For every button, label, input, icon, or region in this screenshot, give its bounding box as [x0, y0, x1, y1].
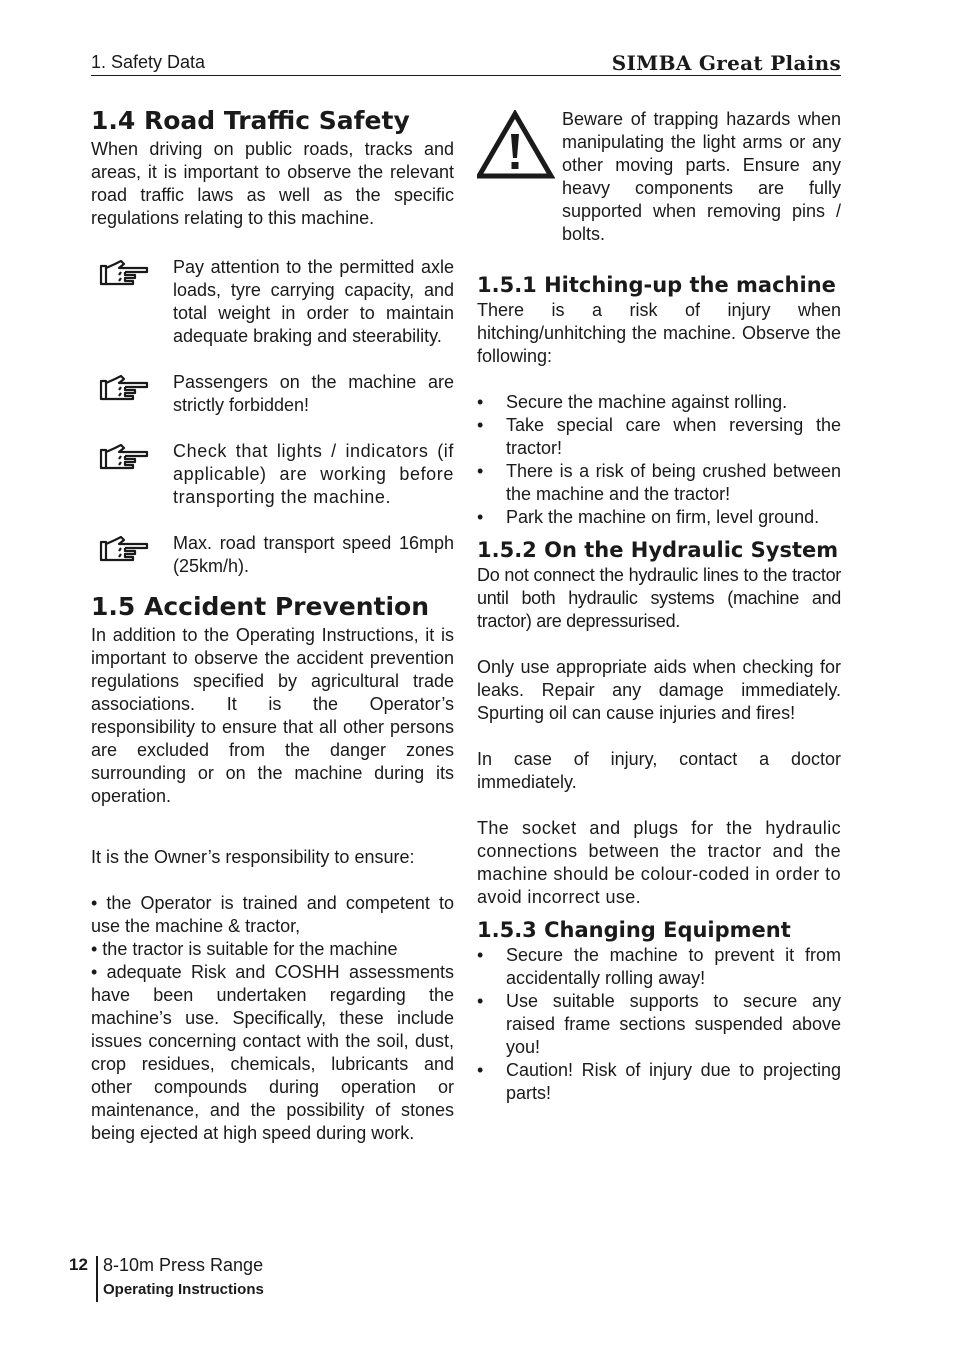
pointing-hand-icon — [91, 532, 173, 567]
header-divider — [91, 75, 841, 76]
hydraulic-text: Do not connect the hydraulic lines to the tractor until both hydraulic systems (machine and tractor) are depressurised. — [477, 565, 841, 631]
warning-trapping-hazards — [477, 108, 841, 246]
list-item: • Secure the machine against rolling. — [477, 392, 788, 412]
brand-logo-text: SIMBA Great Plains — [611, 51, 841, 75]
warning-text: Beware of trapping hazards when manipulating the light arms or any other moving parts. Ensure any heavy components are fully supported when removing pins / bolts. — [562, 109, 841, 244]
note-text: Passengers on the machine are strictly forbidden! — [173, 372, 454, 415]
accident-prevention-text: In addition to the Operating Instructions, it is important to observe the accident prevention regulations specified by agricultural trade associations. It is the Operator’s responsibility to ensure that all other persons are excluded from the danger zones surrounding or on the machine during its operation. — [91, 625, 454, 806]
heading-hydraulic-system: 1.5.2 On the Hydraulic System — [477, 538, 839, 562]
list-item: • Take special care when reversing the tractor! — [477, 415, 841, 458]
bullet-marker: • — [477, 507, 484, 527]
warning-triangle-icon — [477, 108, 562, 246]
bullet-marker: • — [477, 392, 484, 412]
bullet-marker: • — [477, 945, 484, 965]
pointing-hand-icon — [91, 440, 173, 475]
list-item: • Secure the machine to prevent it from accidentally rolling away! — [477, 945, 841, 988]
footer-subtitle: Operating Instructions — [103, 1281, 264, 1298]
heading-road-traffic-safety: 1.4 Road Traffic Safety — [91, 106, 410, 135]
note-text: Pay attention to the permitted axle loads, tyre carrying capacity, and total weight in order to maintain adequate braking and steerability. — [173, 257, 454, 346]
note-lights — [91, 440, 454, 509]
heading-changing-equipment: 1.5.3 Changing Equipment — [477, 918, 791, 942]
hydraulic-text: Only use appropriate aids when checking for leaks. Repair any damage immediately. Spurting oil can cause injuries and fires! — [477, 657, 841, 723]
owner-item: • the Operator is trained and competent to use the machine & tractor, — [91, 893, 454, 936]
road-traffic-intro: When driving on public roads, tracks and areas, it is important to observe the relevant road traffic laws as well as the specific regulations relating to this machine. — [91, 139, 454, 228]
owner-responsibility-text: It is the Owner’s responsibility to ensure: — [91, 847, 415, 867]
heading-accident-prevention: 1.5 Accident Prevention — [91, 592, 430, 621]
note-passengers — [91, 371, 454, 417]
list-item: • Caution! Risk of injury due to projecting parts! — [477, 1060, 841, 1103]
list-item: • Park the machine on firm, level ground. — [477, 507, 820, 527]
running-header-section: 1. Safety Data — [91, 52, 206, 72]
heading-hitching-up: 1.5.1 Hitching-up the machine — [477, 273, 836, 297]
footer-divider — [96, 1256, 98, 1302]
hitching-list — [477, 391, 841, 529]
list-item: • There is a risk of being crushed between the machine and the tractor! — [477, 461, 841, 504]
pointing-hand-icon — [91, 371, 173, 406]
left-column — [91, 104, 454, 1145]
note-text: Max. road transport speed 16mph (25km/h). — [173, 533, 454, 576]
owner-item: • the tractor is suitable for the machine — [91, 939, 398, 959]
right-column — [477, 108, 841, 1105]
hitching-intro: There is a risk of injury when hitching/unhitching the machine. Observe the following: — [477, 300, 841, 366]
bullet-marker: • — [477, 461, 484, 481]
list-item: • Use suitable supports to secure any raised frame sections suspended above you! — [477, 991, 841, 1057]
hydraulic-text: The socket and plugs for the hydraulic connections between the tractor and the machine should be colour-coded in order to avoid incorrect use. — [477, 818, 841, 907]
owner-item: • adequate Risk and COSHH assessments have been undertaken regarding the machine’s use. Specifically, these include issues concerning contact with the soil, dust, crop residues, chemicals, lubricants and other compounds during operation or maintenance, and the possibility of stones being ejected at high speed during work. — [91, 962, 454, 1143]
bullet-marker: • — [477, 991, 484, 1011]
note-speed — [91, 532, 454, 578]
pointing-hand-icon — [91, 256, 173, 291]
bullet-marker: • — [477, 1060, 484, 1080]
note-text: Check that lights / indicators (if applicable) are working before transporting the machine. — [173, 441, 454, 507]
note-axle-loads — [91, 256, 454, 348]
bullet-marker: • — [477, 415, 484, 435]
changing-list — [477, 944, 841, 1105]
page-number: 12 — [69, 1255, 88, 1274]
hydraulic-text: In case of injury, contact a doctor immediately. — [477, 749, 841, 792]
footer-title: 8-10m Press Range — [103, 1255, 264, 1275]
